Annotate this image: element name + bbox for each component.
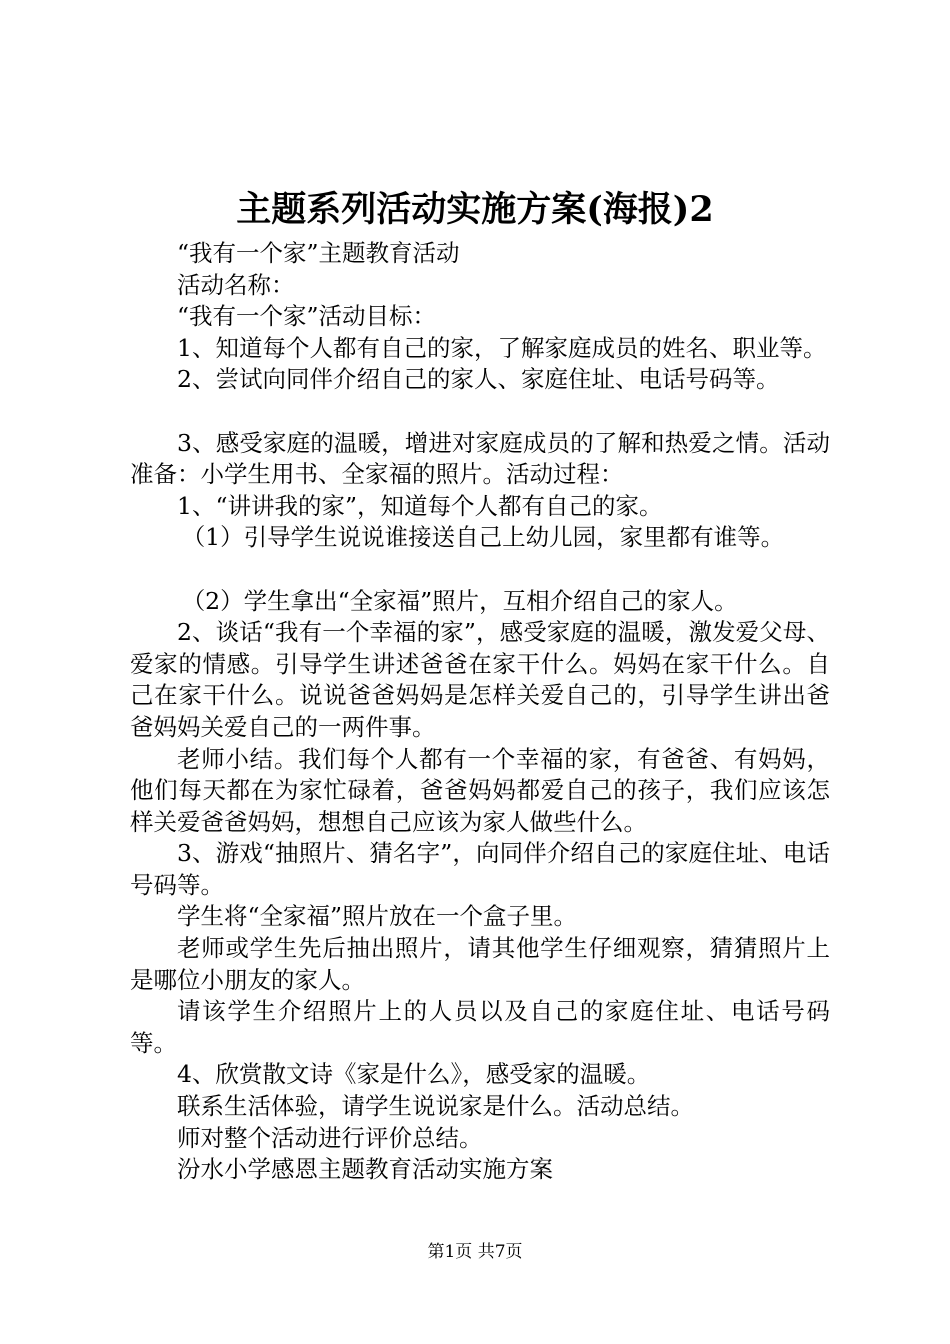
- paragraph-step-3-draw: 老师或学生先后抽出照片，请其他学生仔细观察，猜猜照片上是哪位小朋友的家人。: [130, 934, 830, 994]
- paragraph-activity-goals: “我有一个家”活动目标：: [177, 302, 437, 331]
- paragraph-teacher-summary: 老师小结。我们每个人都有一个幸福的家，有爸爸、有妈妈，他们每天都在为家忙碌着，爸爸妈妈都爱自己的孩子，我们应该怎样关爱爸爸妈妈，想想自己应该为家人做些什么。: [130, 744, 830, 836]
- paragraph-step-2: 2、谈话“我有一个幸福的家”，感受家庭的温暖，激发爱父母、爱家的情感。引导学生讲述爸爸在家干什么。妈妈在家干什么。自己在家干什么。说说爸爸妈妈是怎样关爱自己的，引导学生讲出爸爸妈妈关爱自己的一两件事。: [130, 618, 830, 741]
- paragraph-goal-3-preparation: 3、感受家庭的温暖，增进对家庭成员的了解和热爱之情。活动准备：小学生用书、全家福的照片。活动过程：: [130, 428, 830, 489]
- paragraph-step-1-sub-1: （1）引导学生说说谁接送自己上幼儿园，家里都有谁等。: [181, 523, 785, 552]
- paragraph-activity-name: 活动名称：: [177, 270, 295, 299]
- paragraph-life-experience: 联系生活体验，请学生说说家是什么。活动总结。: [177, 1092, 694, 1121]
- paragraph-activity-theme: “我有一个家”主题教育活动: [177, 239, 460, 267]
- paragraph-evaluation: 师对整个活动进行评价总结。: [177, 1123, 483, 1152]
- paragraph-next-plan-title: 汾水小学感恩主题教育活动实施方案: [177, 1155, 553, 1184]
- paragraph-step-1: 1、“讲讲我的家”，知道每个人都有自己的家。: [177, 491, 663, 520]
- paragraph-spacer: [130, 396, 830, 428]
- paragraph-step-3: 3、游戏“抽照片、猜名字”，向同伴介绍自己的家庭住址、电话号码等。: [130, 839, 830, 899]
- document-title: 主题系列活动实施方案(海报)2: [236, 189, 714, 230]
- page-number: 第1页 共7页: [427, 1242, 523, 1262]
- paragraph-goal-2: 2、尝试向同伴介绍自己的家人、家庭住址、电话号码等。: [177, 365, 780, 394]
- paragraph-step-3-introduce: 请该学生介绍照片上的人员以及自己的家庭住址、电话号码等。: [130, 997, 830, 1057]
- paragraph-step-3-box: 学生将“全家福”照片放在一个盒子里。: [177, 902, 578, 931]
- paragraph-step-1-sub-2: （2）学生拿出“全家福”照片，互相介绍自己的家人。: [181, 586, 738, 615]
- document-body: [130, 238, 830, 1186]
- paragraph-step-4: 4、欣赏散文诗《家是什么》，感受家的温暖。: [177, 1060, 651, 1089]
- paragraph-spacer: [130, 554, 830, 586]
- paragraph-goal-1: 1、知道每个人都有自己的家，了解家庭成员的姓名、职业等。: [177, 333, 827, 362]
